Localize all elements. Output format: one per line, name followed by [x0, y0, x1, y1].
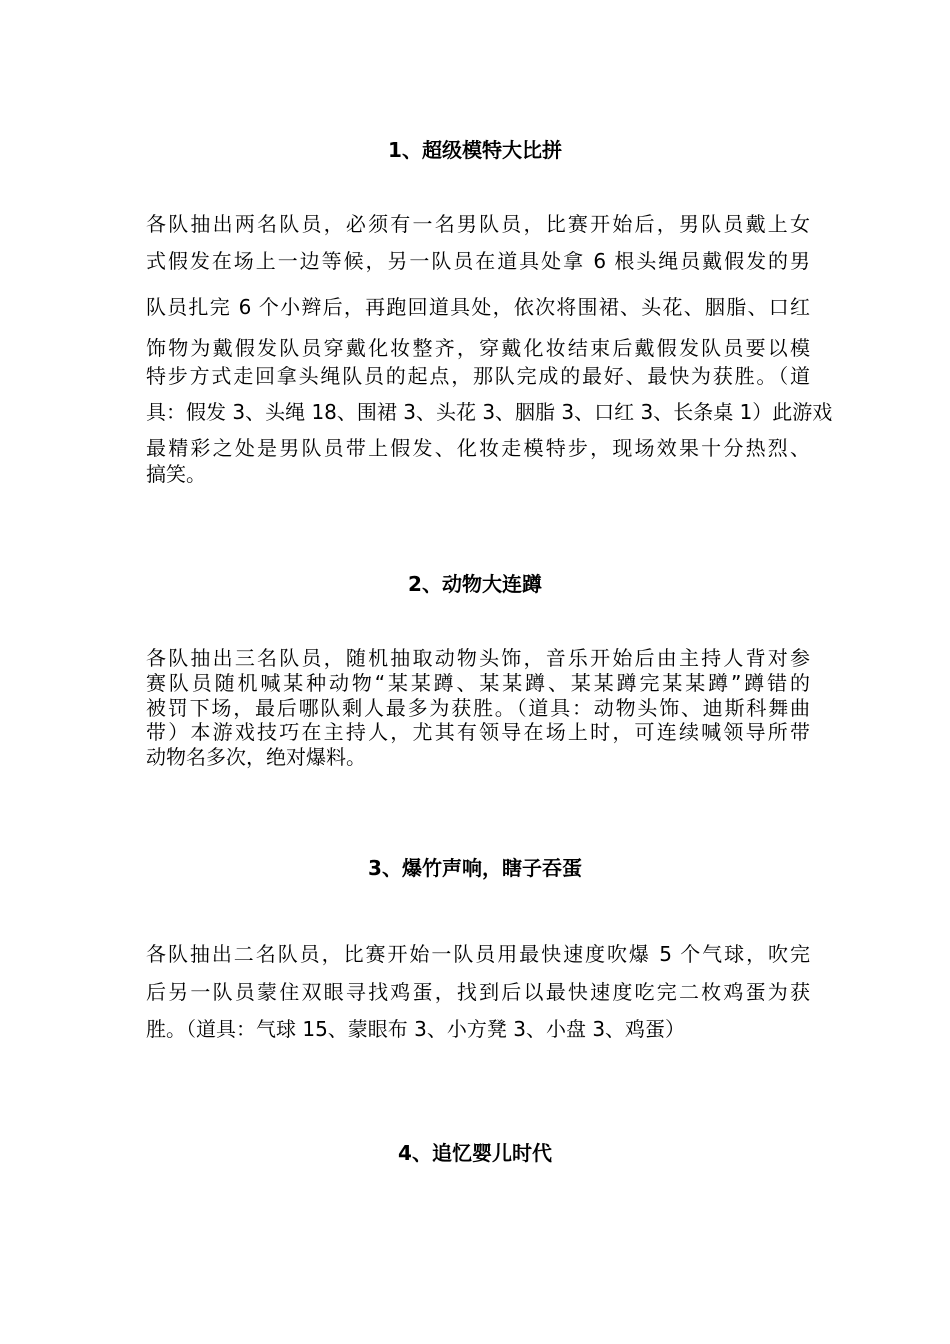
- section-1-line: 饰物为戴假发队员穿戴化妆整齐，穿戴化妆结束后戴假发队员要以模: [146, 336, 810, 360]
- section-1-line: 队员扎完 6 个小辫后，再跑回道具处，依次将围裙、头花、胭脂、口红: [146, 295, 810, 319]
- section-1-line: 最精彩之处是男队员带上假发、化妆走模特步，现场效果十分热烈、: [146, 436, 810, 460]
- section-2-line: 被罚下场，最后哪队剩人最多为获胜。（道具：动物头饰、迪斯科舞曲: [146, 696, 810, 720]
- section-2-line: 带）本游戏技巧在主持人，尤其有领导在场上时，可连续喊领导所带: [146, 720, 810, 744]
- section-3-heading: 3、爆竹声响，瞎子吞蛋: [368, 856, 582, 880]
- section-3-line: 各队抽出二名队员，比赛开始一队员用最快速度吹爆 5 个气球，吹完: [146, 942, 810, 966]
- section-1-line: 式假发在场上一边等候，另一队员在道具处拿 6 根头绳员戴假发的男: [146, 249, 810, 273]
- section-2-line: 动物名多次，绝对爆料。: [146, 745, 366, 769]
- section-1-heading: 1、超级模特大比拼: [388, 138, 562, 162]
- section-1-line: 搞笑。: [146, 462, 206, 486]
- section-1-line: 各队抽出两名队员，必须有一名男队员，比赛开始后，男队员戴上女: [146, 212, 810, 236]
- section-2-line: 赛队员随机喊某种动物“某某蹲、某某蹲、某某蹲完某某蹲”蹲错的: [146, 671, 810, 695]
- section-3-line: 胜。（道具：气球 15、蒙眼布 3、小方凳 3、小盘 3、鸡蛋）: [146, 1017, 686, 1041]
- section-2-line: 各队抽出三名队员，随机抽取动物头饰，音乐开始后由主持人背对参: [146, 646, 810, 670]
- section-3-line: 后另一队员蒙住双眼寻找鸡蛋，找到后以最快速度吃完二枚鸡蛋为获: [146, 980, 810, 1004]
- section-1-line: 特步方式走回拿头绳队员的起点，那队完成的最好、最快为获胜。（道: [146, 364, 810, 388]
- section-1-line: 具：假发 3、头绳 18、围裙 3、头花 3、胭脂 3、口红 3、长条桌 1）此游戏: [146, 400, 833, 424]
- section-4-heading: 4、追忆婴儿时代: [398, 1141, 552, 1165]
- section-2-heading: 2、动物大连蹲: [408, 572, 542, 596]
